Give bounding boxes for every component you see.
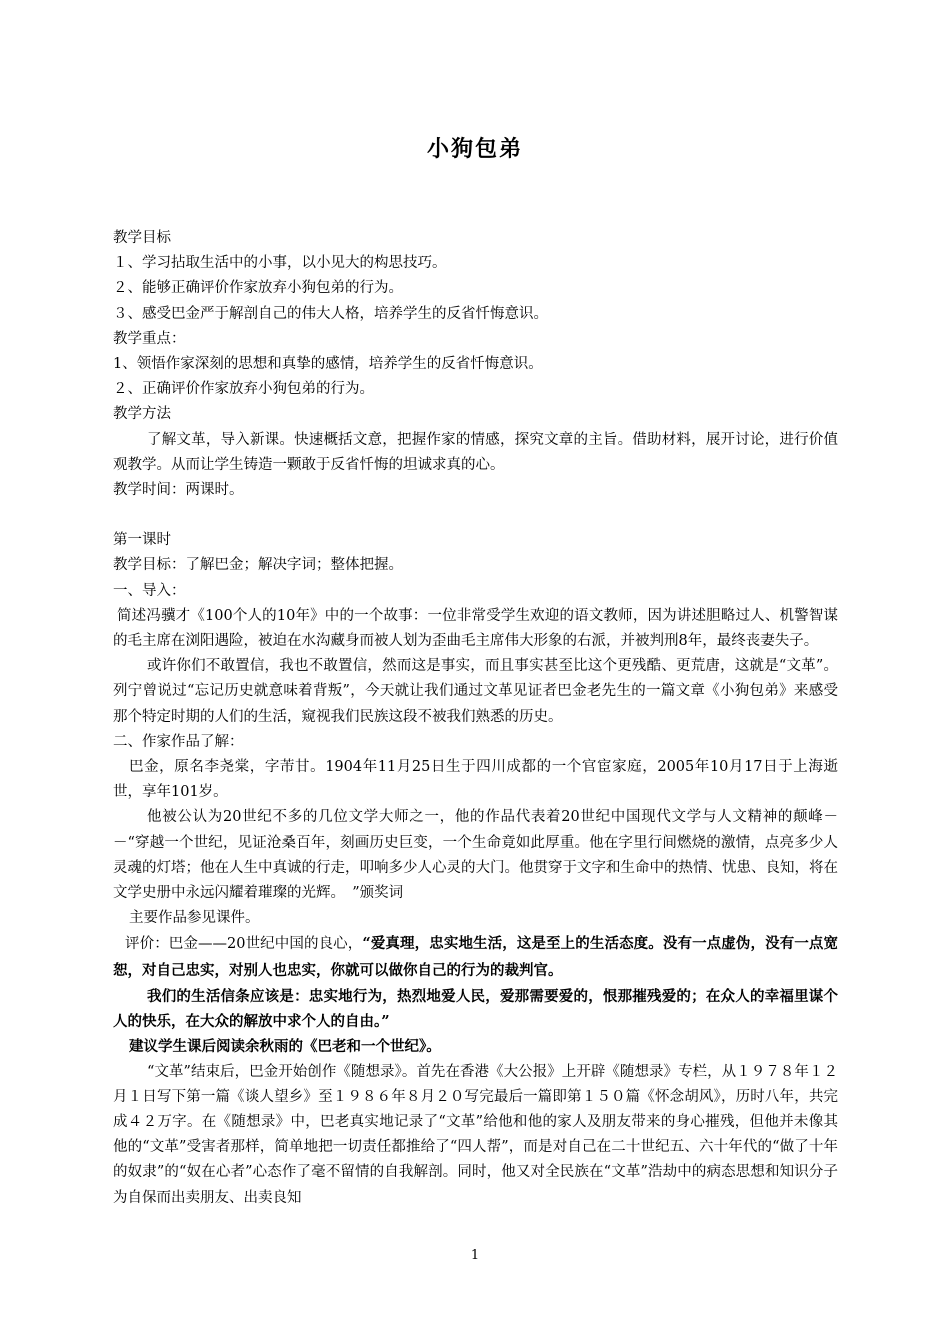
goal-item-2: ２、能够正确评价作家放弃小狗包弟的行为。: [113, 280, 403, 297]
intro-heading: 一、导入：: [113, 582, 186, 599]
author-paragraph-2: 他被公认为20世纪不多的几位文学大师之一，他的作品代表着20世纪中国现代文学与人文精神的颠峰－－“穿越一个世纪，见证沧桑百年，刻画历史巨变，一个生命竟如此厚重。他在字里行间燃烧的激情，点亮多少人灵魂的灯塔；他在人生中真诚的行走，叩响多少人心灵的大门。他贯穿于文字和生命中的热情、忧患、良知，将在文学史册中永远闪耀着璀璨的光辉。 ”颁奖词: [113, 809, 838, 902]
belief-paragraph: 我们的生活信条应该是：忠实地行为，热烈地爱人民，爱那需要爱的，恨那摧残爱的；在众人的幸福里谋个人的快乐，在大众的解放中求个人的自由。”: [113, 987, 838, 1031]
intro-paragraph-1: 简述冯骥才《100个人的10年》中的一个故事：一位非常受学生欢迎的语文教师，因为讲述胆略过人、机警智谋的毛主席在浏阳遇险，被迫在水沟藏身而被人划为歪曲毛主席伟大形象的右派，并被判刑8年，最终丧妻失子。: [113, 607, 838, 650]
key-point-1: 1、领悟作家深刻的思想和真挚的感情，培养学生的反省忏悔意识。: [113, 356, 543, 373]
suixiang-paragraph: “文革”结束后，巴金开始创作《随想录》。首先在香港《大公报》上开辟《随想录》专栏，从１９７８年１２月１日写下第一篇《谈人望乡》至１９８６年８月２０写完最后一篇即第１５０篇《怀念胡风》，历时八年，共完成４２万字。在《随想录》中，巴老真实地记录了“文革”给他和他的家人及朋友带来的身心摧残，但他并未像其他的“文革”受害者那样，简单地把一切责任都推给了“四人帮”，而是对自己在二十世纪五、六十年代的“做了十年的奴隶”的“奴在心者”心态作了毫不留情的自我解剖。同时，他又对全民族在“文革”浩劫中的病态思想和知识分子为自保而出卖朋友、出卖良知: [113, 1063, 838, 1206]
goal-item-3: ３、感受巴金严于解剖自己的伟大人格，培养学生的反省忏悔意识。: [113, 305, 548, 322]
goal-heading: 教学目标: [113, 230, 171, 246]
key-point-2: ２、正确评价作家放弃小狗包弟的行为。: [113, 381, 374, 398]
document-title: 小狗包弟: [426, 136, 523, 162]
spacer: [113, 503, 838, 528]
lesson-one-goal: 教学目标：了解巴金；解决字词；整体把握。: [113, 557, 403, 574]
teaching-time: 教学时间：两课时。: [113, 482, 244, 499]
review-paragraph: [113, 931, 838, 983]
review-prefix: 评价：巴金——20世纪中国的良心，: [125, 936, 363, 953]
review-quote: “爱真理，忠实地生活，这是至上的生活态度。没有一点虚伪，没有一点宽恕，对自己忠实，对别人也忠实，你就可以做你自己的行为的裁判官。: [113, 935, 838, 979]
works-line: 主要作品参见课件。: [129, 910, 260, 927]
intro-paragraph-2: 或许你们不敢置信，我也不敢置信，然而这是事实，而且事实甚至比这个更残酷、更荒唐，这就是“文革”。列宁曾说过“忘记历史就意味着背叛”，今天就让我们通过文革见证者巴金老先生的一篇文章《小狗包弟》来感受那个特定时期的人们的生活，窥视我们民族这段不被我们熟悉的历史。: [113, 658, 838, 725]
key-points-heading: 教学重点：: [113, 330, 186, 347]
document-body: [113, 226, 838, 1211]
author-heading: 二、作家作品了解：: [113, 733, 244, 750]
lesson-one-heading: 第一课时: [113, 532, 171, 549]
suggest-line: 建议学生课后阅读余秋雨的《巴老和一个世纪》。: [129, 1038, 441, 1056]
author-paragraph-1: 巴金，原名李尧棠，字芾甘。1904年11月25日生于四川成都的一个官宦家庭，2005年10月17日于上海逝世，享年101岁。: [113, 759, 838, 801]
method-heading: 教学方法: [113, 406, 171, 423]
goal-item-1: １、学习拈取生活中的小事，以小见大的构思技巧。: [113, 255, 447, 272]
method-paragraph: 了解文革，导入新课。快速概括文意，把握作家的情感，探究文章的主旨。借助材料，展开讨论，进行价值观教学。从而让学生铸造一颗敢于反省忏悔的坦诚求真的心。: [113, 431, 838, 473]
page-number: 1: [470, 1248, 480, 1263]
